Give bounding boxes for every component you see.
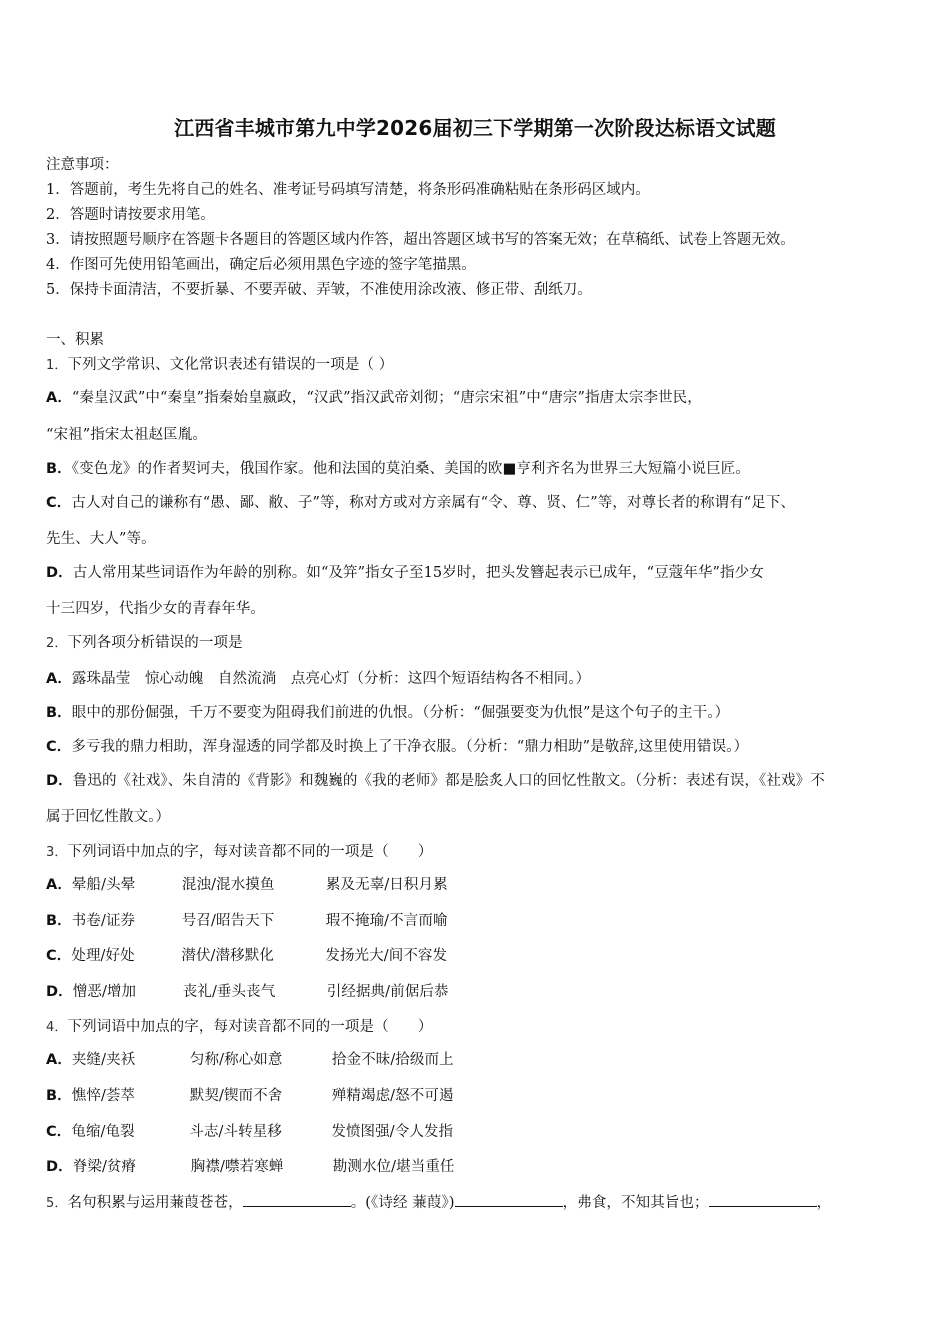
question-1-option-a-continued: “宋祖”指宋太祖赵匡胤。 xyxy=(46,427,208,443)
question-2-option-a xyxy=(46,667,590,688)
question-text: 下列词语中加点的字，每对读音都不同的一项是（ ） xyxy=(67,1019,433,1035)
option-word: 号召/昭告天下 xyxy=(181,913,275,929)
question-2-option-c xyxy=(46,735,748,756)
option-text: 古人常用某些词语作为年龄的别称。如“及笄”指女子至15岁时，把头发簪起表示已成年，“豆蔻年华”指少女 xyxy=(72,565,764,581)
question-text: 下列文学常识、文化常识表述有错误的一项是（ ） xyxy=(67,357,394,373)
option-word: 匀称/称心如意 xyxy=(189,1052,283,1068)
question-text: 。(《诗经 蒹葭》) xyxy=(350,1195,455,1211)
question-number: 4． xyxy=(46,1020,68,1035)
option-word: 引经据典/前倨后恭 xyxy=(326,984,449,1000)
option-label: A． xyxy=(46,877,72,893)
option-word: 默契/锲而不舍 xyxy=(189,1088,283,1104)
answer-blank[interactable] xyxy=(709,1193,817,1207)
option-text: 古人对自己的谦称有“愚、鄙、敝、子”等，称对方或对方亲属有“令、尊、贤、仁”等，对尊长者的称谓有“足下、 xyxy=(71,495,796,511)
option-word: 殚精竭虑/怒不可遏 xyxy=(331,1088,454,1104)
notice-item: 1．答题前，考生先将自己的姓名、准考证号码填写清楚，将条形码准确粘贴在条形码区域内。 xyxy=(46,182,650,198)
question-4-option-b xyxy=(46,1084,454,1105)
question-4-option-c xyxy=(46,1120,453,1141)
option-word: 脊梁/贫瘠 xyxy=(72,1159,137,1175)
question-5-stem xyxy=(46,1191,831,1212)
option-label: A． xyxy=(46,1052,72,1068)
option-label: C． xyxy=(46,1124,72,1140)
notice-item: 2．答题时请按要求用笔。 xyxy=(46,207,215,223)
question-text: 名句积累与运用蒹葭苍苍， xyxy=(67,1195,243,1211)
section-heading: 一、积累 xyxy=(46,332,104,348)
question-3-stem xyxy=(46,840,432,861)
question-3-option-d xyxy=(46,980,449,1001)
option-word: 勘测水位/堪当重任 xyxy=(332,1159,455,1175)
option-word: 憎恶/增加 xyxy=(72,984,137,1000)
option-text: 露珠晶莹 惊心动魄 自然流淌 点亮心灯（分析：这四个短语结构各不相同。） xyxy=(71,671,591,687)
option-word: 累及无辜/日积月累 xyxy=(325,877,448,893)
question-4-option-a xyxy=(46,1048,454,1069)
question-2-option-d xyxy=(46,769,825,790)
option-label: C． xyxy=(46,948,72,964)
option-word: 处理/好处 xyxy=(71,948,135,964)
option-label: B． xyxy=(46,461,72,477)
exam-title: 江西省丰城市第九中学2026届初三下学期第一次阶段达标语文试题 xyxy=(174,116,776,140)
question-1-option-c-continued: 先生、大人”等。 xyxy=(46,531,156,547)
option-text: 多亏我的鼎力相助，浑身湿透的同学都及时换上了干净衣服。（分析：“鼎力相助”是敬辞,这里使用错误。） xyxy=(71,739,749,755)
question-2-option-b xyxy=(46,701,729,722)
option-word: 晕船/头晕 xyxy=(71,877,136,893)
notice-heading: 注意事项： xyxy=(46,157,119,173)
question-text: 下列词语中加点的字，每对读音都不同的一项是（ ） xyxy=(67,844,433,860)
answer-blank[interactable] xyxy=(455,1193,563,1207)
question-4-option-d xyxy=(46,1155,455,1176)
option-label: D． xyxy=(46,984,73,1000)
question-2-option-d-continued: 属于回忆性散文。） xyxy=(46,809,171,825)
question-text: 下列各项分析错误的一项是 xyxy=(67,635,243,651)
notice-item: 4．作图可先使用铅笔画出，确定后必须用黑色字迹的签字笔描黑。 xyxy=(46,257,476,273)
option-word: 憔悴/荟萃 xyxy=(71,1088,136,1104)
question-1-option-c xyxy=(46,491,795,512)
option-word: 龟缩/龟裂 xyxy=(71,1124,135,1140)
option-word: 丧礼/垂头丧气 xyxy=(182,984,276,1000)
question-1-stem xyxy=(46,353,393,374)
option-text: “秦皇汉武”中“秦皇”指秦始皇嬴政，“汉武”指汉武帝刘彻；“唐宗宋祖”中“唐宗”指唐太宗李世民， xyxy=(71,390,702,406)
option-label: D． xyxy=(46,1159,73,1175)
option-text: 鲁迅的《社戏》、朱自清的《背影》和魏巍的《我的老师》都是脍炙人口的回忆性散文。（分析：表述有误，《社戏》不 xyxy=(72,773,825,789)
option-word: 发扬光大/间不容发 xyxy=(325,948,448,964)
option-word: 混浊/混水摸鱼 xyxy=(181,877,275,893)
question-text: ，弗食，不知其旨也； xyxy=(562,1195,709,1211)
question-3-option-b xyxy=(46,909,448,930)
notice-item: 3．请按照题号顺序在答题卡各题目的答题区域内作答，超出答题区域书写的答案无效；在草稿纸、试卷上答题无效。 xyxy=(46,232,795,248)
option-word: 夹缝/夹袄 xyxy=(71,1052,136,1068)
option-label: B． xyxy=(46,705,72,721)
question-1-option-d-continued: 十三四岁，代指少女的青春年华。 xyxy=(46,601,265,617)
option-word: 瑕不掩瑜/不言而喻 xyxy=(325,913,448,929)
option-label: C． xyxy=(46,739,72,755)
option-word: 拾金不昧/拾级而上 xyxy=(331,1052,454,1068)
option-label: A． xyxy=(46,671,72,687)
question-number: 1． xyxy=(46,358,68,373)
notice-item: 5．保持卡面清洁，不要折暴、不要弄破、弄皱，不准使用涂改液、修正带、刮纸刀。 xyxy=(46,282,592,298)
option-label: D． xyxy=(46,565,73,581)
question-3-option-c xyxy=(46,944,447,965)
option-label: A． xyxy=(46,390,72,406)
option-word: 发愤图强/令人发指 xyxy=(331,1124,454,1140)
question-number: 2． xyxy=(46,636,68,651)
question-2-stem xyxy=(46,631,243,652)
option-word: 胸襟/噤若寒蝉 xyxy=(190,1159,284,1175)
option-label: B． xyxy=(46,1088,72,1104)
question-1-option-a xyxy=(46,386,702,407)
option-label: C． xyxy=(46,495,72,511)
question-number: 5． xyxy=(46,1196,68,1211)
option-text: 眼中的那份倔强，千万不要变为阻碍我们前进的仇恨。（分析：“倔强要变为仇恨”是这个句子的主干。） xyxy=(71,705,730,721)
option-word: 书卷/证券 xyxy=(71,913,136,929)
question-3-option-a xyxy=(46,873,448,894)
option-label: D． xyxy=(46,773,73,789)
question-4-stem xyxy=(46,1015,432,1036)
option-word: 潜伏/潜移默化 xyxy=(181,948,274,964)
question-number: 3． xyxy=(46,845,68,860)
option-text: 《变色龙》的作者契诃夫，俄国作家。他和法国的莫泊桑、美国的欧■亨利齐名为世界三大短篇小说巨匠。 xyxy=(71,461,750,477)
answer-blank[interactable] xyxy=(243,1193,351,1207)
option-label: B． xyxy=(46,913,72,929)
question-1-option-d xyxy=(46,561,764,582)
option-word: 斗志/斗转星移 xyxy=(189,1124,282,1140)
question-1-option-b xyxy=(46,457,750,478)
question-text: ， xyxy=(816,1195,832,1211)
